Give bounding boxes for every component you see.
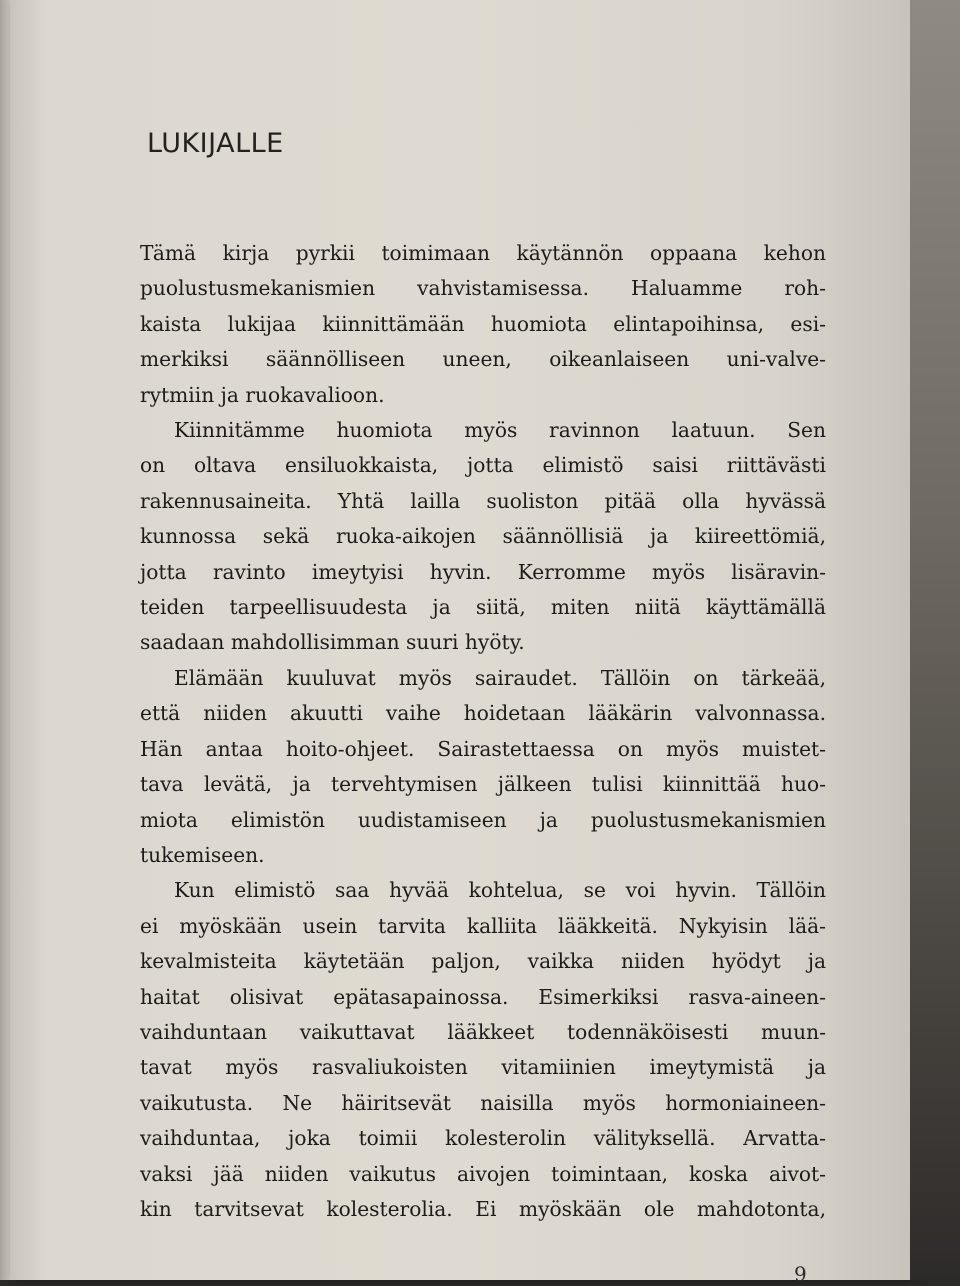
text-line: Hän antaa hoito-ohjeet. Sairastettaessa on myös muistet- — [140, 736, 826, 761]
text-line: miota elimistön uudistamiseen ja puolustusmekanismien — [140, 807, 826, 832]
text-line: tavat myös rasvaliukoisten vitamiinien imeytymistä ja — [140, 1055, 826, 1080]
text-line: ei myöskään usein tarvita kalliita lääkkeitä. Nykyisin lää- — [140, 913, 826, 938]
text-line: kaista lukijaa kiinnittämään huomiota elintapoihinsa, esi- — [140, 311, 826, 336]
text-line: haitat olisivat epätasapainossa. Esimerkiksi rasva-aineen- — [140, 984, 826, 1009]
text-line: tava levätä, ja tervehtymisen jälkeen tulisi kiinnittää huo- — [140, 772, 826, 797]
text-line: on oltava ensiluokkaista, jotta elimistö saisi riittävästi — [140, 453, 826, 478]
text-line: Tämä kirja pyrkii toimimaan käytännön oppaana kehon — [140, 241, 826, 265]
text-line: rakennusaineita. Yhtä lailla suoliston pitää olla hyvässä — [140, 488, 826, 513]
background-strip — [910, 0, 960, 1280]
paragraph-2 — [140, 413, 826, 661]
text-line: teiden tarpeellisuudesta ja siitä, miten niitä käyttämällä — [140, 595, 826, 620]
text-line: vaksi jää niiden vaikutus aivojen toimintaan, koska aivot- — [140, 1161, 826, 1186]
text-line: saadaan mahdollisimman suuri hyöty. — [140, 630, 525, 655]
book-page — [10, 0, 912, 1286]
paragraph-4 — [140, 873, 826, 1227]
text-line: Kiinnitämme huomiota myös ravinnon laatuun. Sen — [174, 418, 826, 443]
text-line: vaihduntaa, joka toimii kolesterolin välityksellä. Arvatta- — [140, 1126, 826, 1151]
text-line: tukemiseen. — [140, 842, 265, 867]
text-line: rytmiin ja ruokavalioon. — [140, 382, 385, 407]
text-line: kevalmisteita käytetään paljon, vaikka niiden hyödyt ja — [140, 949, 826, 974]
chapter-heading: LUKIJALLE — [147, 128, 284, 159]
text-line: jotta ravinto imeytyisi hyvin. Kerromme myös lisäravin- — [140, 559, 826, 584]
text-line: vaikutusta. Ne häiritsevät naisilla myös hormoniaineen- — [140, 1090, 826, 1115]
text-line: Kun elimistö saa hyvää kohtelua, se voi hyvin. Tällöin — [174, 878, 826, 903]
text-line: Elämään kuuluvat myös sairaudet. Tällöin on tärkeää, — [174, 665, 826, 690]
paragraph-1 — [140, 236, 826, 413]
page-number: 9 — [794, 1262, 807, 1286]
text-line: kin tarvitsevat kolesterolia. Ei myöskään ole mahdotonta, — [140, 1196, 826, 1221]
text-line: vaihduntaan vaikuttavat lääkkeet todennäköisesti muun- — [140, 1019, 826, 1044]
body-text — [140, 236, 826, 1227]
text-line: merkiksi säännölliseen uneen, oikeanlaiseen uni-valve- — [140, 347, 826, 372]
paragraph-3 — [140, 661, 826, 873]
text-line: kunnossa sekä ruoka-aikojen säännöllisiä ja kiireettömiä, — [140, 524, 826, 549]
text-line: että niiden akuutti vaihe hoidetaan lääkärin valvonnassa. — [140, 701, 826, 726]
text-line: puolustusmekanismien vahvistamisessa. Haluamme roh- — [140, 276, 826, 301]
